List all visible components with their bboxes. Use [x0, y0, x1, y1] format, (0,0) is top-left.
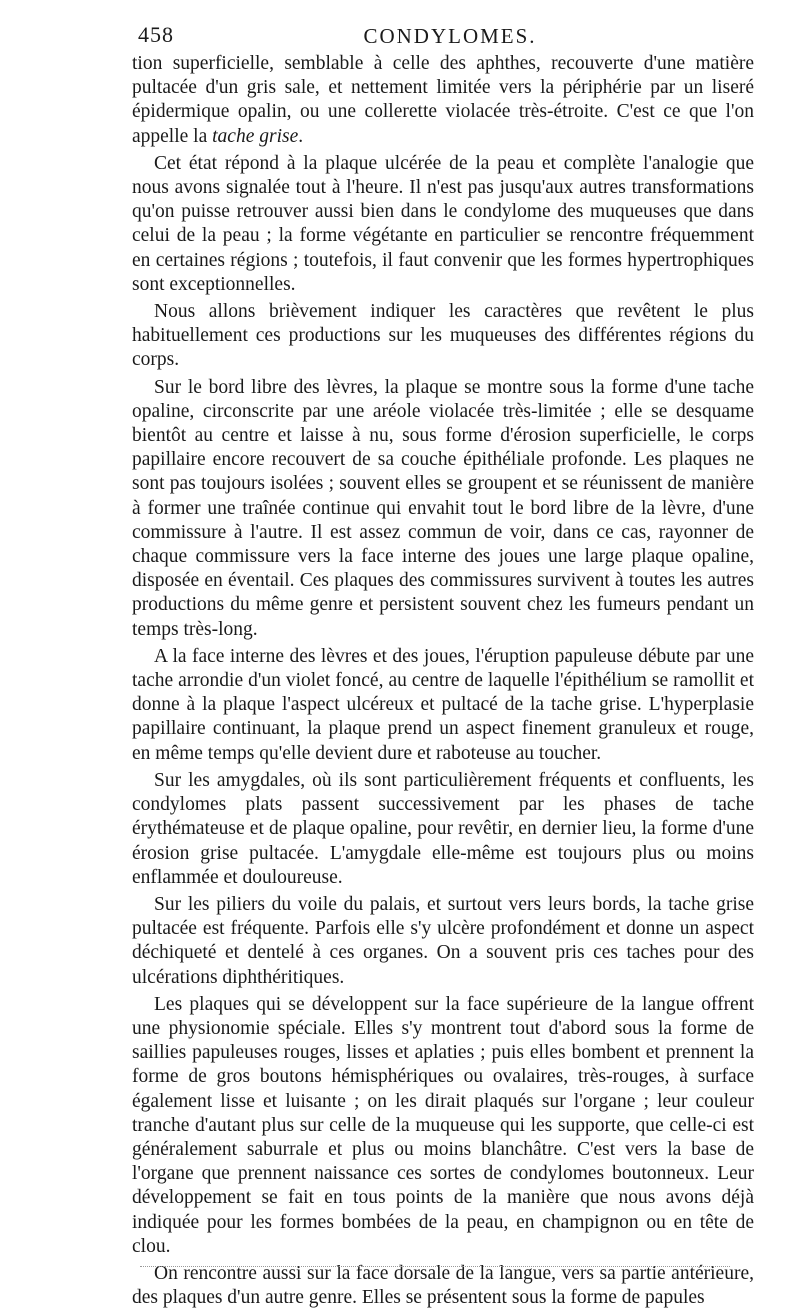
page-number: 458 [138, 22, 174, 47]
italic-term: tache grise [212, 125, 299, 147]
paragraph-9: On rencontre aussi sur la face dorsale de la langue, vers sa partie antérieure, des plaques d'un autre genre. Elles se présentent sous la forme de papules [132, 1262, 754, 1309]
paragraph-3: Nous allons brièvement indiquer les caractères que revêtent le plus habituellement ces productions sur les muqueuses des différentes régions du corps. [132, 301, 754, 371]
running-title: CONDYLOMES. [363, 24, 537, 48]
bottom-dotted-rule [140, 1266, 730, 1273]
paragraph-6: Sur les amygdales, où ils sont particulièrement fréquents et confluents, les condylomes plats passent successivement par les phases de tache érythémateuse et de plaque opaline, pour revêtir, en dernier lieu, la forme d'une érosion grise pultacée. L'amygdale elle-même est toujours plus ou moins enflammée et douloureuse. [132, 769, 754, 888]
paragraph-2: Cet état répond à la plaque ulcérée de la peau et complète l'analogie que nous avons signalée tout à l'heure. Il n'est pas jusqu'aux autres transformations qu'on puisse retrouver aussi bien dans le condylome des muqueuses que dans celui de la peau ; la forme végétante en particulier se rencontre fréquemment en certaines régions ; toutefois, il faut convenir que les formes hypertrophiques sont exceptionnelles. [132, 152, 754, 295]
paragraph-8: Les plaques qui se développent sur la face supérieure de la langue offrent une physionomie spéciale. Elles s'y montrent tout d'abord sous la forme de saillies papuleuses rouges, lisses et aplaties ; puis elles bombent et prennent la forme de gros boutons hémisphériques ou ovalaires, très-rouges, à surface également lisse et luisante ; on les dirait plaqués sur l'organe ; leur couleur tranche d'autant plus sur celle de la muqueuse qui les supporte, que celle-ci est généralement saburrale et plus ou moins blanchâtre. C'est vers la base de l'organe que prennent naissance ces sortes de condylomes boutonneux. Leur développement se fait en tous points de la manière que nous avons déjà indiquée pour les formes bombées de la peau, en champignon ou en tête de clou. [132, 993, 754, 1257]
paragraph-5: A la face interne des lèvres et des joues, l'éruption papuleuse débute par une tache arrondie d'un violet foncé, au centre de laquelle l'épithélium se ramollit et donne à la plaque l'aspect ulcéreux et pultacé de la tache grise. L'hyperplasie papillaire continuant, la plaque prend un aspect finement granuleux et rouge, en même temps qu'elle devient dure et raboteuse au toucher. [132, 645, 754, 764]
paragraph-1 [132, 52, 754, 149]
paragraph-4: Sur le bord libre des lèvres, la plaque se montre sous la forme d'une tache opaline, circonscrite par une aréole violacée très-limitée ; elle se desquame bientôt au centre et laisse à nu, sous forme d'érosion superficielle, le corps papillaire encore recouvert de sa couche épithéliale profonde. Les plaques ne sont pas toujours isolées ; souvent elles se groupent et se réunissent de manière à former une traînée continue qui envahit tout le bord libre de la lèvre, d'une commissure à l'autre. Il est assez commun de voir, dans ce cas, rayonner de chaque commissure vers la face interne des joues une large plaque opaline, disposée en éventail. Ces plaques des commissures survivent à toutes les autres productions du même genre et persistent souvent chez les fumeurs pendant un temps très-long. [132, 376, 754, 640]
page-header [130, 22, 760, 52]
paragraph-7: Sur les piliers du voile du palais, et surtout vers leurs bords, la tache grise pultacée est fréquente. Parfois elle s'y ulcère profondément et donne un aspect déchiqueté et dentelé à ces organes. On a souvent pris ces taches pour des ulcérations diphthéritiques. [132, 893, 754, 988]
paragraph-1-end: . [298, 125, 304, 147]
body-text [132, 52, 754, 1310]
paragraph-1-text: tion superficielle, semblable à celle des aphthes, recouverte d'une matière pultacée d'un gris sale, et nettement limitée vers la périphérie par un liseré épidermique opalin, ou une collerette violacée très-étroite. C'est ce que l'on appelle la [132, 53, 754, 147]
